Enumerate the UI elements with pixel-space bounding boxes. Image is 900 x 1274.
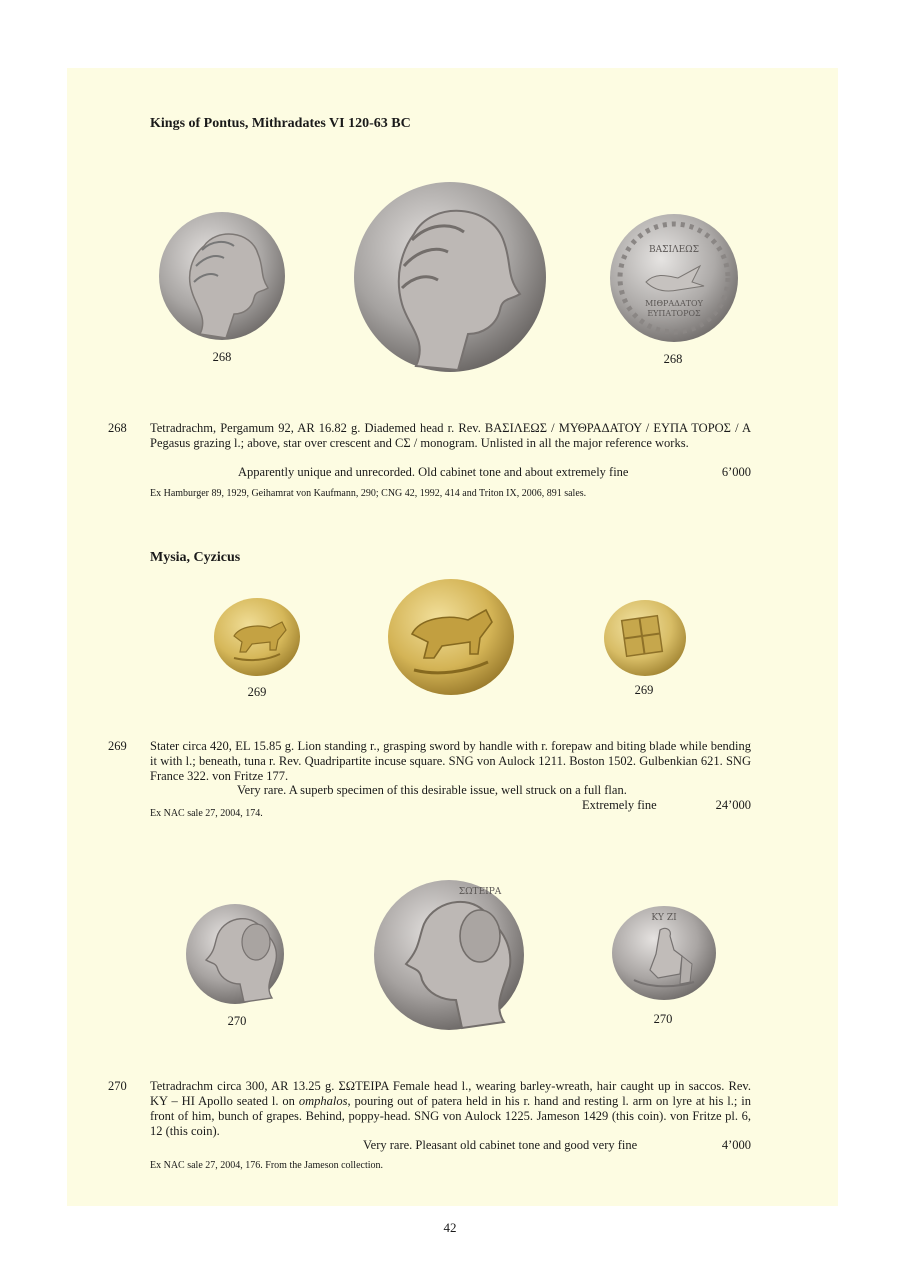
lot-description-270-part-1: Tetradrachm circa 300, AR 13.25 g. ΣΩΤΕΙΡΑ Female head l., wearing barley-wreath, hair caught up in saccos. Rev. KY – HI Apollo seated l. on (150, 1079, 751, 1108)
lot-grade-269: Extremely fine (582, 798, 657, 812)
coin-268-reverse-legend-2: ΜΙΘΡΑΔΑΤΟΥ (645, 299, 703, 308)
plate-label-270-reverse: 270 (653, 1012, 673, 1026)
coin-269-obverse-enlarged-image (386, 576, 516, 698)
coin-270-obverse-image (184, 902, 286, 1006)
section-heading-cyzicus: Mysia, Cyzicus (150, 550, 241, 565)
lot-number-270: 270 (108, 1079, 127, 1093)
coin-268-obverse-enlarged-image (352, 180, 548, 374)
coin-270-reverse-legend: ΚΥ ΖΙ (651, 913, 677, 923)
coin-268-reverse-legend-1: ΒΑΣΙΛΕΩΣ (649, 245, 699, 255)
lot-estimate-270: 4’000 (721, 1138, 751, 1152)
lot-description-270 (150, 1079, 751, 1139)
coin-268-obverse-image (156, 210, 288, 342)
lot-number-268: 268 (108, 421, 127, 435)
lot-remark-268: Apparently unique and unrecorded. Old cabinet tone and about extremely fine (238, 465, 629, 479)
coin-268-reverse-image (608, 212, 740, 344)
lot-description-269: Stater circa 420, EL 15.85 g. Lion standing r., grasping sword by handle with r. forepaw and biting blade while bending it with l.; beneath, tuna r. Rev. Quadripartite incuse square. SNG von Aulock 1211. Boston 1502. Gulbenkian 621. SNG France 322. von Fritze 177. (150, 739, 751, 783)
plate-label-268-obverse: 268 (212, 350, 232, 364)
lot-provenance-268: Ex Hamburger 89, 1929, Geihamrat von Kaufmann, 290; CNG 42, 1992, 414 and Triton IX, 2006, 891 sales. (150, 488, 587, 499)
lot-provenance-270: Ex NAC sale 27, 2004, 176. From the Jameson collection. (150, 1160, 384, 1171)
page-number: 42 (443, 1220, 457, 1235)
coin-270-reverse-image (610, 904, 718, 1002)
lot-description-268: Tetradrachm, Pergamum 92, AR 16.82 g. Diademed head r. Rev. ΒΑΣΙΛΕΩΣ / ΜΥΘΡΑΔΑΤΟΥ / ΕΥΠΑ ΤΟΡΟΣ / Α Pegasus grazing l.; above, star over crescent and CΣ / monogram. Unlisted in all the major reference works. (150, 421, 751, 450)
lot-remark-270: Very rare. Pleasant old cabinet tone and good very fine (363, 1138, 638, 1152)
section-heading-pontus: Kings of Pontus, Mithradates VI 120-63 BC (150, 116, 411, 131)
coin-270-obverse-enlarged-image (372, 878, 526, 1032)
plate-label-270-obverse: 270 (227, 1014, 247, 1028)
lot-estimate-269: 24’000 (715, 798, 751, 812)
lot-description-270-part-2: , pouring out of patera held in his r. hand and resting l. arm on lyre at his l.; in front of him, bunch of grapes. Behind, poppy-head. SNG von Aulock 1225. Jameson 1429 (this coin). von Fritze pl. 6, 12 (this coin). (150, 1094, 751, 1138)
coin-269-reverse-image (602, 598, 688, 678)
lot-provenance-269: Ex NAC sale 27, 2004, 174. (150, 808, 263, 819)
plate-label-269-reverse: 269 (634, 683, 654, 697)
lot-remark-269: Very rare. A superb specimen of this desirable issue, well struck on a full flan. (237, 783, 627, 797)
coin-269-obverse-image (212, 596, 302, 678)
lot-number-269: 269 (108, 739, 127, 753)
plate-label-268-reverse: 268 (663, 352, 683, 366)
coin-270-obverse-legend: ΣΩΤΕΙΡΑ (458, 887, 502, 897)
coin-268-reverse-legend-3: ΕΥΠΑΤΟΡΟΣ (647, 309, 701, 318)
lot-estimate-268: 6’000 (721, 465, 751, 479)
plate-label-269-obverse: 269 (247, 685, 267, 699)
lot-description-270-omphalos: omphalos (298, 1094, 348, 1108)
